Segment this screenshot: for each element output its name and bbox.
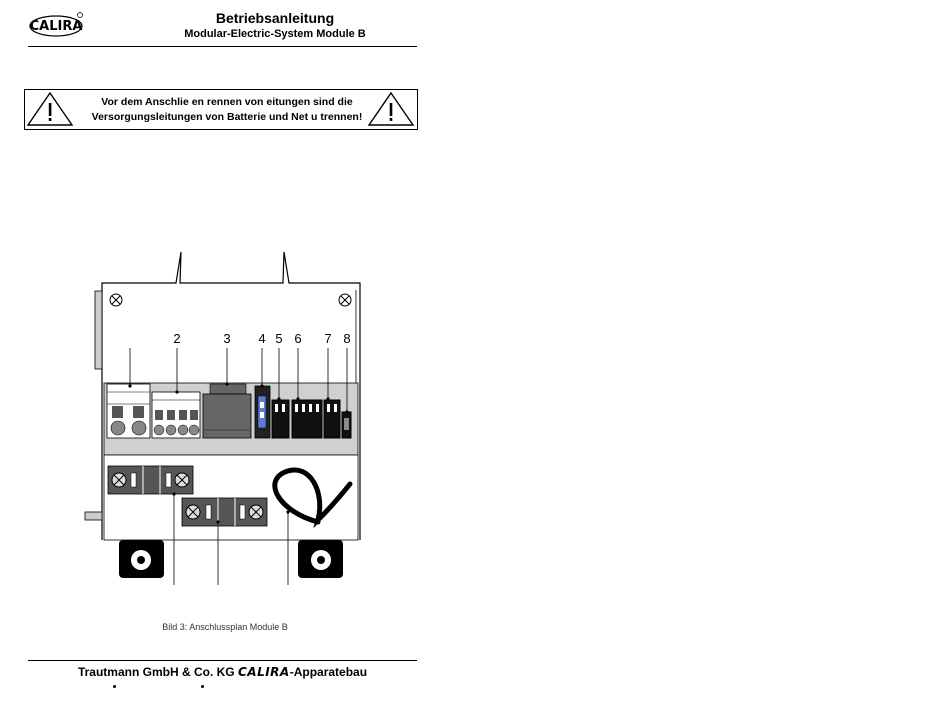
warning-line-1: Vor dem Anschlie en rennen von eitungen sind die bbox=[101, 96, 353, 108]
screw-icon bbox=[110, 294, 122, 306]
figure-caption: Bild 3: Anschlussplan Module B bbox=[162, 622, 288, 632]
cable-gland-strip-2 bbox=[182, 498, 267, 526]
label-4: 4 bbox=[258, 331, 266, 346]
label-2: 2 bbox=[173, 331, 181, 346]
header-divider bbox=[28, 46, 417, 47]
wiring-diagram bbox=[80, 245, 380, 590]
warning-text bbox=[89, 95, 365, 125]
footer-brand: CALIRA bbox=[237, 665, 290, 679]
footer-dot bbox=[201, 685, 204, 688]
warning-line-2: Versorgungsleitungen von Batterie und Net u trennen! bbox=[91, 111, 363, 123]
footer bbox=[28, 665, 417, 679]
terminal-block-7 bbox=[324, 400, 340, 438]
warning-triangle-icon bbox=[25, 90, 89, 129]
power-supply-block bbox=[203, 384, 251, 438]
warning-box bbox=[24, 89, 418, 130]
label-5: 5 bbox=[275, 331, 283, 346]
terminal-block-5 bbox=[272, 400, 289, 438]
mounting-foot-left bbox=[119, 540, 164, 578]
screw-icon bbox=[339, 294, 351, 306]
logo-text: CALIRA bbox=[29, 19, 83, 34]
mounting-foot-right bbox=[298, 540, 343, 578]
circuit-breaker-quad bbox=[152, 392, 200, 438]
switch-module bbox=[255, 386, 270, 438]
footer-company: Trautmann GmbH & Co. KG bbox=[77, 665, 235, 679]
fuse-8 bbox=[342, 412, 351, 438]
label-8: 8 bbox=[343, 331, 351, 346]
warning-triangle-icon bbox=[365, 90, 417, 129]
footer-divider bbox=[28, 660, 417, 661]
page-subtitle: Modular-Electric-System Module B bbox=[184, 28, 366, 40]
cable-gland-strip-1 bbox=[108, 466, 193, 494]
calira-logo bbox=[28, 10, 86, 40]
terminal-block-6 bbox=[292, 400, 322, 438]
page-title: Betriebsanleitung bbox=[215, 10, 335, 26]
footer-suffix: -Apparatebau bbox=[289, 665, 368, 679]
label-6: 6 bbox=[294, 331, 302, 346]
footer-dot bbox=[113, 685, 116, 688]
circuit-breaker-double bbox=[107, 384, 150, 438]
label-7: 7 bbox=[324, 331, 332, 346]
label-3: 3 bbox=[223, 331, 231, 346]
